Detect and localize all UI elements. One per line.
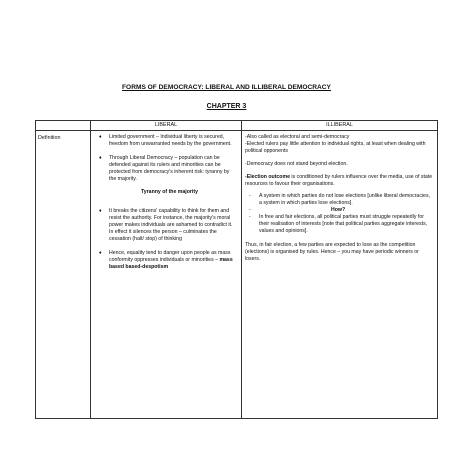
bullet-icon: ♦ — [99, 208, 102, 215]
election-outcome-text: is conditioned by rulers influence over the media, use of state resources to favour their organisations. — [245, 173, 433, 187]
liberal-point-capability: It breaks the citizens' capability to think for them and resist the authority. For instance, the majority's moral power makes individuals are ashamed to contradict it. In effect it silences the person – culminates the cessation (halt/ stop) of thinking — [109, 208, 233, 242]
dash-icon: - — [249, 207, 251, 214]
despotism-text: mass based based-despotism — [109, 256, 233, 270]
definition-row — [36, 131, 438, 419]
liberal-point-equality — [109, 250, 237, 271]
list-item — [249, 193, 433, 207]
comparison-table — [35, 120, 438, 419]
row-label-definition: Definition — [36, 131, 91, 419]
list-item — [96, 208, 237, 243]
bullet-icon: ♦ — [99, 154, 102, 161]
how-question: How? — [331, 207, 346, 214]
header-illiberal: ILLIBERAL — [242, 121, 438, 131]
election-outcome-label: -Election outcome — [245, 173, 290, 180]
chapter-heading: CHAPTER 3 — [206, 103, 247, 110]
list-item — [96, 134, 237, 148]
dash-icon: - — [249, 193, 251, 200]
illiberal-point-system: A system in which parties do not lose elections [unlike liberal democracies, a system in which parties lose elections]. — [259, 193, 430, 207]
equality-text: Hence, equality tend to danger upon people as mass conformity oppresses individuals or minorities – — [109, 249, 231, 263]
illiberal-beyond-election: -Democracy does not stand beyond election. — [245, 160, 348, 167]
document-title: FORMS OF DEMOCRACY: LIBERAL AND ILLIBERAL DEMOCRACY — [122, 84, 331, 91]
list-item — [96, 155, 237, 183]
illiberal-aka: -Also called as electoral and semi-democracy -Elected rulers pay little attention to individual rights, at least when dealing with political opponents — [245, 134, 426, 154]
dash-icon: - — [249, 214, 251, 221]
header-row — [36, 121, 438, 131]
liberal-cell — [91, 131, 242, 419]
illiberal-cell — [242, 131, 438, 419]
list-item — [96, 250, 237, 271]
liberal-point-protection: Through Liberal Democracy – population can be defended against its rulers and minorities can be protected from democracy's inherent risk: tyranny by the majority. — [109, 154, 230, 182]
liberal-point-limited-government: Limited government – Individual liberty is secured, freedom from unwarranted needs by the government. — [109, 134, 232, 147]
header-liberal: LIBERAL — [91, 121, 242, 131]
tyranny-subheading: Tyranny of the majority — [141, 189, 198, 196]
illiberal-conclusion: Thus, in fair election, a few parties are expected to lose as the competition (elections) is organised by rules. Hence – you may have periodic winners or losers. — [245, 241, 419, 262]
bullet-icon: ♦ — [99, 249, 102, 256]
header-empty — [36, 121, 91, 131]
illiberal-point-free-elections: In free and fair elections, all political parties must struggle repeatedly for their realisation of interests [note that political parties aggregate interests, values and opinions]. — [259, 214, 428, 234]
bullet-icon: ♦ — [99, 134, 102, 140]
list-item — [249, 214, 433, 235]
list-item — [249, 207, 433, 214]
illiberal-election-outcome — [245, 174, 433, 188]
